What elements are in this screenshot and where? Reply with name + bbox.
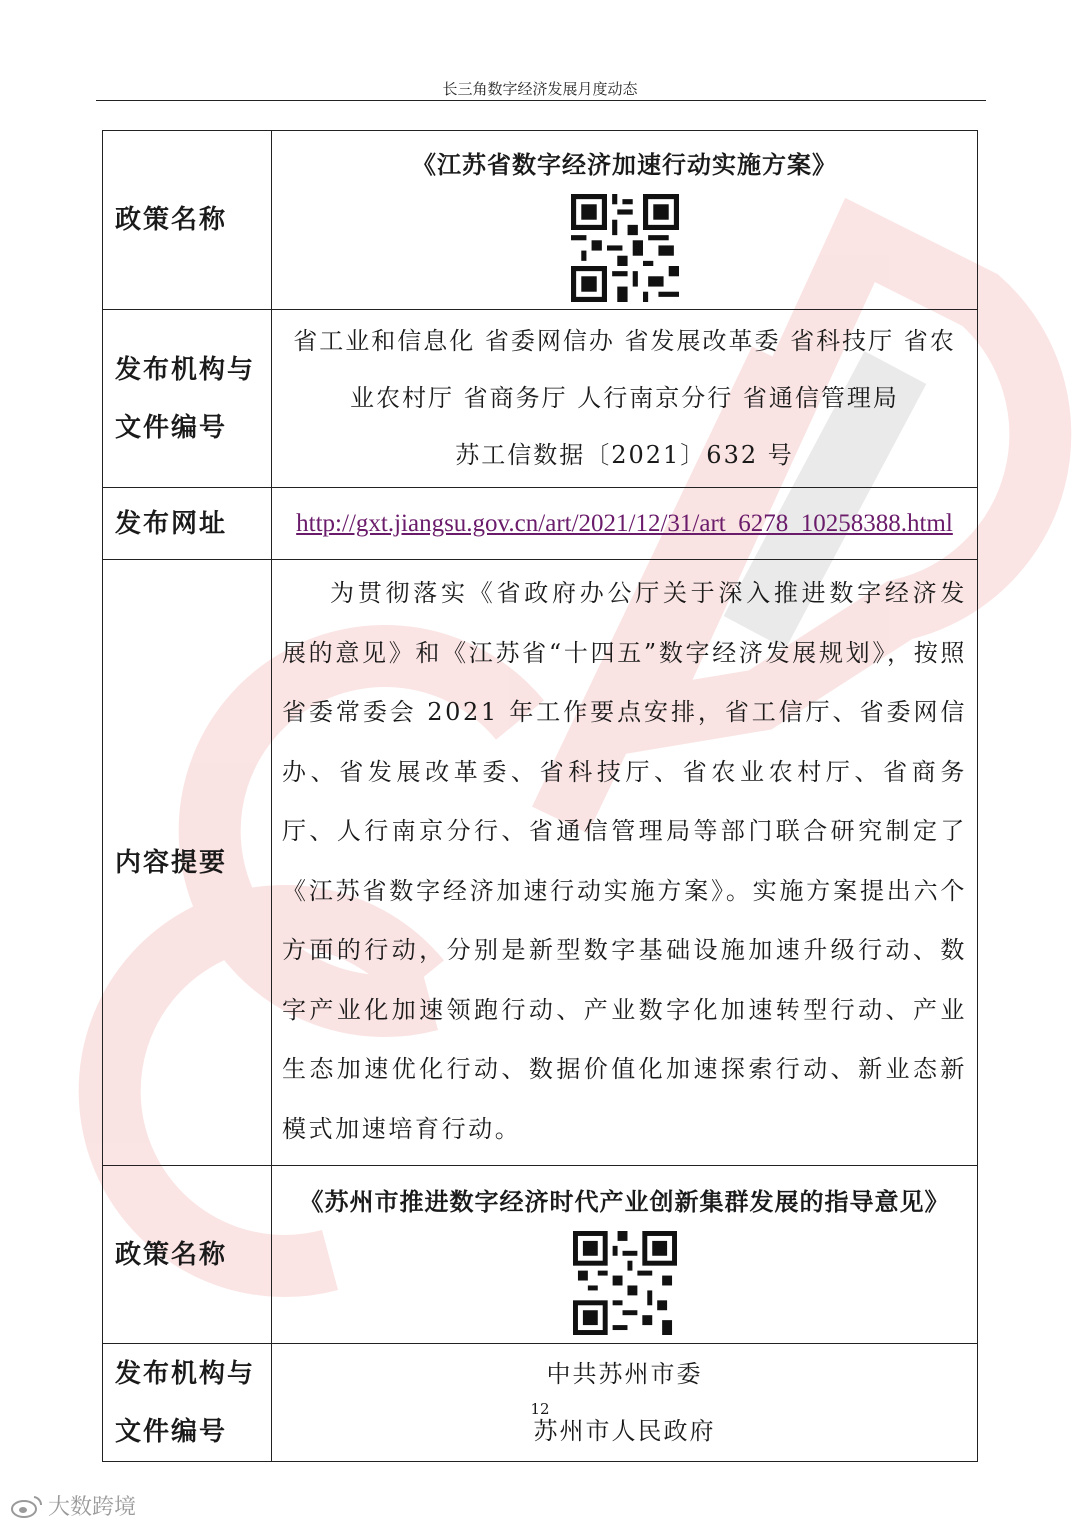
policy1-title: 《江苏省数字经济加速行动实施方案》 bbox=[412, 150, 837, 179]
policy2-title: 《苏州市推进数字经济时代产业创新集群发展的指导意见》 bbox=[299, 1186, 950, 1216]
publisher2-line-1: 中共苏州市委 bbox=[546, 1359, 703, 1388]
qr-code-icon bbox=[573, 1231, 677, 1335]
publisher1-label-text: 发布机构与文件编号 bbox=[115, 354, 256, 443]
policy1-name-cell bbox=[272, 131, 978, 310]
publisher1-label bbox=[103, 310, 272, 488]
page-number: 12 bbox=[530, 1400, 550, 1418]
publisher2-line-2: 苏州市人民政府 bbox=[533, 1416, 716, 1445]
summary-text: 为贯彻落实《省政府办公厅关于深入推进数字经济发展的意见》和《江苏省“十四五”数字经济发展规划》，按照省委常委会 2021 年工作要点安排，省工信厅、省委网信办、省发展改革委、省科技厅、省农业农村厅、省商务厅、人行南京分行、省通信管理局等部门联合研究制定了《江苏省数字经济加速行动实施方案》。实施方案提出六个方面的行动，分别是新型数字基础设施加速升级行动、数字产业化加速领跑行动、产业数字化加速转型行动、产业生态加速优化行动、数据价值化加速探索行动、新业态新模式加速培育行动。 bbox=[272, 560, 978, 1166]
publisher2-label-text: 发布机构与文件编号 bbox=[115, 1358, 256, 1447]
publisher1-cell bbox=[272, 310, 978, 488]
policy2-name-cell bbox=[272, 1166, 978, 1344]
summary-label: 内容提要 bbox=[103, 560, 272, 1166]
policy-table bbox=[102, 130, 978, 1462]
policy1-name-label: 政策名称 bbox=[103, 131, 272, 310]
page-header: 长三角数字经济发展月度动态 bbox=[442, 80, 638, 98]
publisher1-line-2: 业农村厅 省商务厅 人行南京分行 省通信管理局 bbox=[350, 384, 899, 412]
publisher1-line-1: 省工业和信息化 省委网信办 省发展改革委 省科技厅 省农 bbox=[293, 327, 956, 355]
policy1-url-link[interactable]: http://gxt.jiangsu.gov.cn/art/2021/12/31/art_6278_10258388.html bbox=[296, 510, 953, 537]
weibo-logo-icon bbox=[10, 1493, 44, 1519]
policy2-name-label: 政策名称 bbox=[103, 1166, 272, 1344]
qr-code-icon bbox=[568, 194, 682, 302]
publisher1-line-3: 苏工信数据〔2021〕632 号 bbox=[455, 441, 794, 469]
brand-text: 大数跨境 bbox=[48, 1495, 137, 1520]
header-rule bbox=[96, 100, 986, 101]
url-cell bbox=[272, 488, 978, 560]
url-label: 发布网址 bbox=[103, 488, 272, 560]
brand-watermark bbox=[10, 1490, 136, 1521]
